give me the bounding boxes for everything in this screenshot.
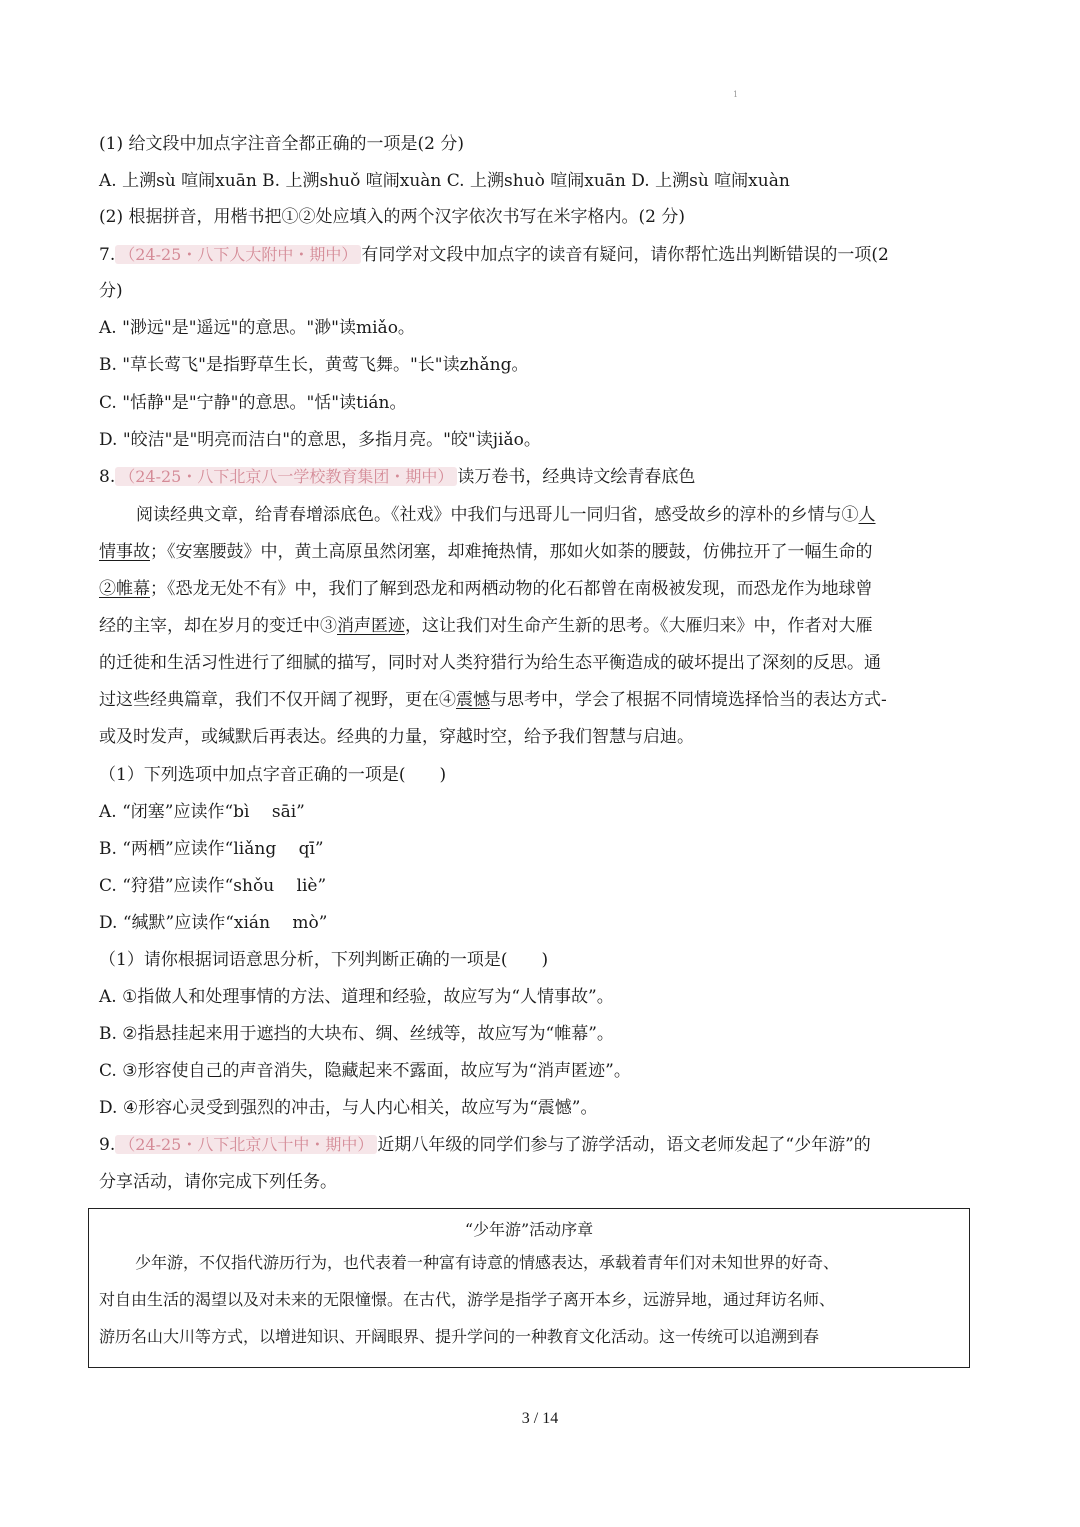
q6-sub1: (1) 给文段中加点字注音全都正确的一项是(2 分): [99, 134, 464, 154]
q8-passage-line-3: [99, 577, 990, 601]
page-number: 3 / 14: [521, 1410, 559, 1427]
q7-stem: [99, 243, 990, 267]
passage-text: ；《安塞腰鼓》中，黄土高原虽然闭塞，却难掩热情，那如火如荼的腰鼓，仿佛拉开了一幅生命的: [150, 542, 873, 562]
q8-sub1-option-b: B. “两栖”应读作“liǎng qī”: [99, 839, 324, 859]
q8-sub1: （1）下列选项中加点字音正确的一项是( ): [99, 765, 447, 785]
box-line-2: 对自由生活的渴望以及对未来的无限憧憬。在古代，游学是指学子离开本乡，远游异地，通过拜访名师、: [99, 1290, 836, 1309]
q8-sub1-option-d: D. “缄默”应读作“xián mò”: [99, 913, 328, 933]
box-title: “少年游”活动序章: [464, 1220, 594, 1239]
passage-text: 经的主宰，却在岁月的变迁中③: [99, 616, 337, 636]
q6-sub2: (2) 根据拼音，用楷书把①②处应填入的两个汉字依次书写在米字格内。(2 分): [99, 207, 685, 227]
q9-number: 9.: [99, 1135, 116, 1155]
box-line-3: 游历名山大川等方式，以增进知识、开阔眼界、提升学问的一种教育文化活动。这一传统可以追溯到春: [99, 1327, 820, 1346]
passage-text: ；《恐龙无处不有》中，我们了解到恐龙和两栖动物的化石都曾在南极被发现，而恐龙作为地球曾: [150, 579, 873, 599]
q9-source-tag: （24-25・八下北京八十中・期中）: [115, 1135, 377, 1154]
q8-title: 读万卷书，经典诗文绘青春底色: [457, 467, 696, 487]
q8-source-tag: （24-25・八下北京八一学校教育集团・期中）: [115, 467, 457, 486]
q7-option-c: C. "恬静"是"宁静"的意思。"恬"读tián。: [99, 393, 407, 413]
q9-stem-cont: 分享活动，请你完成下列任务。: [99, 1172, 337, 1192]
passage-text: 阅读经典文章，给青春增添底色。《社戏》中我们与迅哥儿一同归省，感受故乡的淳朴的乡情与①: [136, 505, 859, 525]
q8-passage-line-4: [99, 614, 990, 638]
q7-option-a: A. "渺远"是"遥远"的意思。"渺"读miǎo。: [99, 318, 415, 338]
q7-option-d: D. "皎洁"是"明亮而洁白"的意思，多指月亮。"皎"读jiǎo。: [99, 430, 541, 450]
underlined-term: ②帷幕: [99, 579, 150, 599]
q8-sub2-option-b: B. ②指悬挂起来用于遮挡的大块布、绸、丝绒等，故应写为“帷幕”。: [99, 1024, 614, 1044]
passage-text: ，这让我们对生命产生新的思考。《大雁归来》中，作者对大雁: [405, 616, 873, 636]
box-line-1: 少年游，不仅指代游历行为，也代表着一种富有诗意的情感表达，承载着青年们对未知世界的好奇、: [135, 1253, 840, 1272]
q7-source-tag: （24-25・八下人大附中・期中）: [115, 245, 361, 264]
q8-sub2-option-d: D. ④形容心灵受到强烈的冲击，与人内心相关，故应写为“震憾”。: [99, 1098, 598, 1118]
underlined-term: 消声匿迹: [337, 616, 405, 636]
q6-sub1-options: A. 上溯sù 喧闹xuān B. 上溯shuǒ 喧闹xuàn C. 上溯shuò 喧闹xuān D. 上溯sù 喧闹xuàn: [99, 171, 790, 191]
q9-stem: [99, 1133, 990, 1157]
q7-stem-text: 有同学对文段中加点字的读音有疑问，请你帮忙选出判断错误的一项(2: [361, 245, 889, 265]
activity-intro-box: [88, 1208, 970, 1368]
q7-option-b: B. "草长莺飞"是指野草生长，黄莺飞舞。"长"读zhǎng。: [99, 355, 529, 375]
corner-mark: 1: [733, 90, 739, 99]
q7-number: 7.: [99, 245, 116, 265]
q8-sub2: （1）请你根据词语意思分析，下列判断正确的一项是( ): [99, 950, 549, 970]
underlined-term: 人: [858, 505, 876, 525]
q8-passage-line-2: [99, 540, 990, 564]
q8-passage-line-6: [99, 688, 990, 712]
q9-stem-text: 近期八年级的同学们参与了游学活动，语文老师发起了“少年游”的: [377, 1135, 871, 1155]
q8-passage-line-7: 或及时发声，或缄默后再表达。经典的力量，穿越时空，给予我们智慧与启迪。: [99, 727, 694, 747]
q8-sub2-option-c: C. ③形容使自己的声音消失，隐藏起来不露面，故应写为“消声匿迹”。: [99, 1061, 631, 1081]
q7-stem-cont: 分): [99, 281, 123, 301]
q8-sub1-option-c: C. “狩猎”应读作“shǒu liè”: [99, 876, 327, 896]
q8-number: 8.: [99, 467, 116, 487]
passage-text: 与思考中，学会了根据不同情境选择恰当的表达方式-: [490, 690, 887, 710]
q8-passage-line-1: [136, 503, 990, 527]
q8-sub2-option-a: A. ①指做人和处理事情的方法、道理和经验，故应写为“人情事故”。: [99, 987, 614, 1007]
q8-stem: [99, 465, 990, 489]
underlined-term: 震憾: [456, 690, 490, 710]
passage-text: 过这些经典篇章，我们不仅开阔了视野，更在④: [99, 690, 456, 710]
q8-passage-line-5: 的迁徙和生活习性进行了细腻的描写，同时对人类狩猎行为给生态平衡造成的破坏提出了深刻的反思。通: [99, 653, 881, 673]
q8-sub1-option-a: A. “闭塞”应读作“bì sāi”: [99, 802, 305, 822]
underlined-term: 情事故: [99, 542, 150, 562]
